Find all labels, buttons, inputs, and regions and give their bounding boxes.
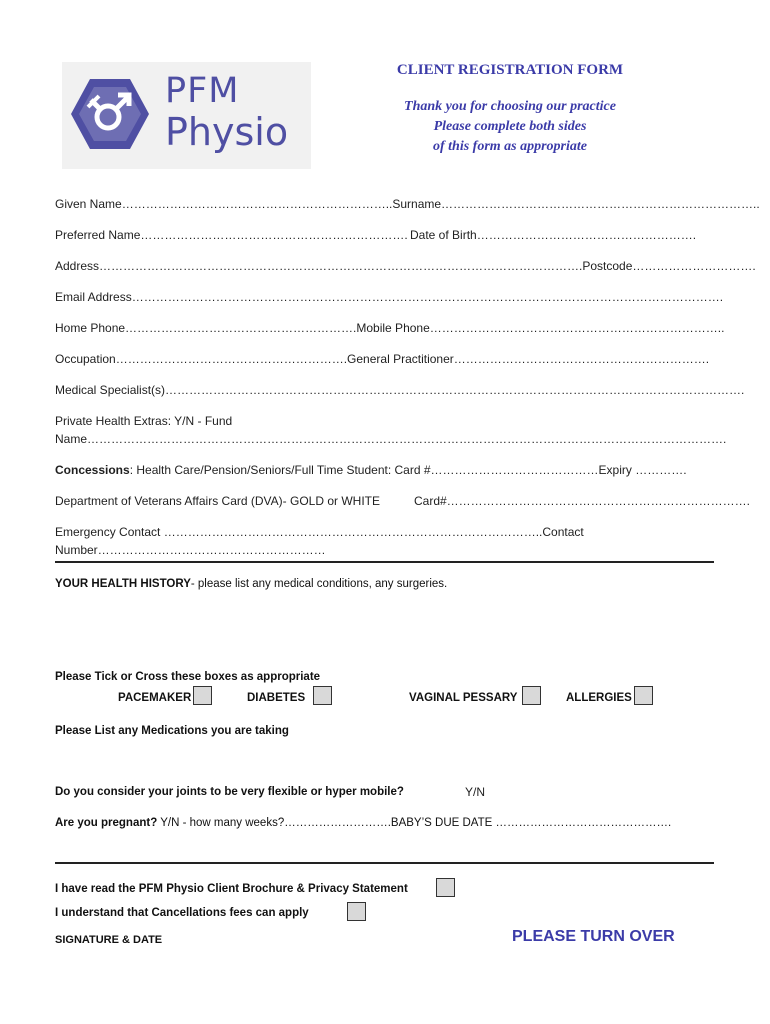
cancellation-fees-checkbox[interactable]	[347, 902, 366, 921]
pregnant-weeks-field: Y/N - how many weeks?……………………….	[157, 817, 391, 829]
diabetes-checkbox[interactable]	[313, 686, 332, 705]
concessions-label: Concessions	[55, 463, 130, 477]
subtitle-line: Please complete both sides	[433, 119, 587, 134]
date-of-birth-field[interactable]: Date of Birth……………………………………………….	[410, 228, 697, 242]
logo-text-physio: Physio	[165, 110, 289, 154]
brochure-acknowledgement-label: I have read the PFM Physio Client Brochure & Privacy Statement	[55, 883, 408, 895]
phone-field[interactable]: Home Phone………………………………………………….Mobile Phone………………………………………………………………..	[55, 321, 725, 335]
address-postcode-field[interactable]: Address………………………………………………………………………………………………………….Postcode………………………….	[55, 259, 756, 273]
email-field[interactable]: Email Address………………………………………………………………………………………………………………………………….	[55, 290, 724, 304]
emergency-contact-number-field[interactable]: Number…………………………………………………	[55, 543, 326, 557]
pregnant-label: Are you pregnant?	[55, 817, 158, 829]
occupation-gp-field[interactable]: Occupation………………………………………………….General Practitioner……………………………………………………….	[55, 352, 710, 366]
pacemaker-label: PACEMAKER	[118, 692, 192, 704]
subtitle-line: Thank you for choosing our practice	[404, 99, 616, 114]
subtitle-line: of this form as appropriate	[432, 139, 587, 154]
medical-specialist-field[interactable]: Medical Specialist(s)……………………………………………………………………………………………………………………………….	[55, 383, 745, 397]
emergency-contact-field[interactable]: Emergency Contact …………………………………………………………………………………..Contact	[55, 525, 584, 539]
gender-symbol-hexagon-icon	[70, 77, 150, 151]
health-history-label: YOUR HEALTH HISTORY	[55, 578, 191, 590]
dva-card-label: Department of Veterans Affairs Card (DVA)- GOLD or WHITE	[55, 494, 380, 508]
logo-text-pfm: PFM	[165, 71, 240, 111]
section-divider	[55, 561, 714, 563]
concessions-field[interactable]	[55, 461, 687, 479]
pregnant-question[interactable]	[55, 815, 671, 831]
pacemaker-checkbox[interactable]	[193, 686, 212, 705]
preferred-name-field[interactable]: Preferred Name………………………………………………………….	[55, 228, 408, 242]
given-name-surname-field[interactable]: Given Name…………………………………………………………..Surname……………………………………………………………………..	[55, 197, 760, 211]
concessions-text: : Health Care/Pension/Seniors/Full Time Student: Card #……………………………………Expiry ………….	[129, 463, 687, 477]
tick-boxes-prompt: Please Tick or Cross these boxes as appropriate	[55, 671, 321, 683]
vaginal-pessary-checkbox[interactable]	[522, 686, 541, 705]
health-history-heading	[55, 576, 447, 592]
form-title: CLIENT REGISTRATION FORM	[396, 62, 624, 78]
brochure-acknowledgement-checkbox[interactable]	[436, 878, 455, 897]
hypermobile-yn-field[interactable]: Y/N	[465, 785, 486, 799]
diabetes-label: DIABETES	[247, 692, 306, 704]
health-history-instructions: - please list any medical conditions, any surgeries.	[190, 578, 448, 590]
vaginal-pessary-label: VAGINAL PESSARY	[409, 692, 518, 704]
due-date-field: ……………………………………….	[492, 817, 672, 829]
practice-logo	[62, 62, 311, 169]
cancellation-fees-label: I understand that Cancellations fees can apply	[55, 907, 309, 919]
dva-card-number-field[interactable]: Card#………………………………………………………………….	[414, 494, 751, 508]
medications-prompt: Please List any Medications you are taking	[55, 725, 289, 737]
private-health-fund-field[interactable]: Name…………………………………………………………………………………………………………………………………………….	[55, 432, 727, 446]
signature-date-label: SIGNATURE & DATE	[55, 934, 163, 946]
hypermobile-question: Do you consider your joints to be very flexible or hyper mobile?	[55, 786, 404, 798]
allergies-label: ALLERGIES	[566, 692, 632, 704]
please-turn-over-note: PLEASE TURN OVER	[512, 928, 675, 945]
section-divider	[55, 862, 714, 864]
allergies-checkbox[interactable]	[634, 686, 653, 705]
due-date-label: BABY’S DUE DATE	[390, 817, 493, 829]
private-health-label: Private Health Extras: Y/N - Fund	[55, 414, 233, 428]
form-subtitle	[360, 97, 660, 157]
